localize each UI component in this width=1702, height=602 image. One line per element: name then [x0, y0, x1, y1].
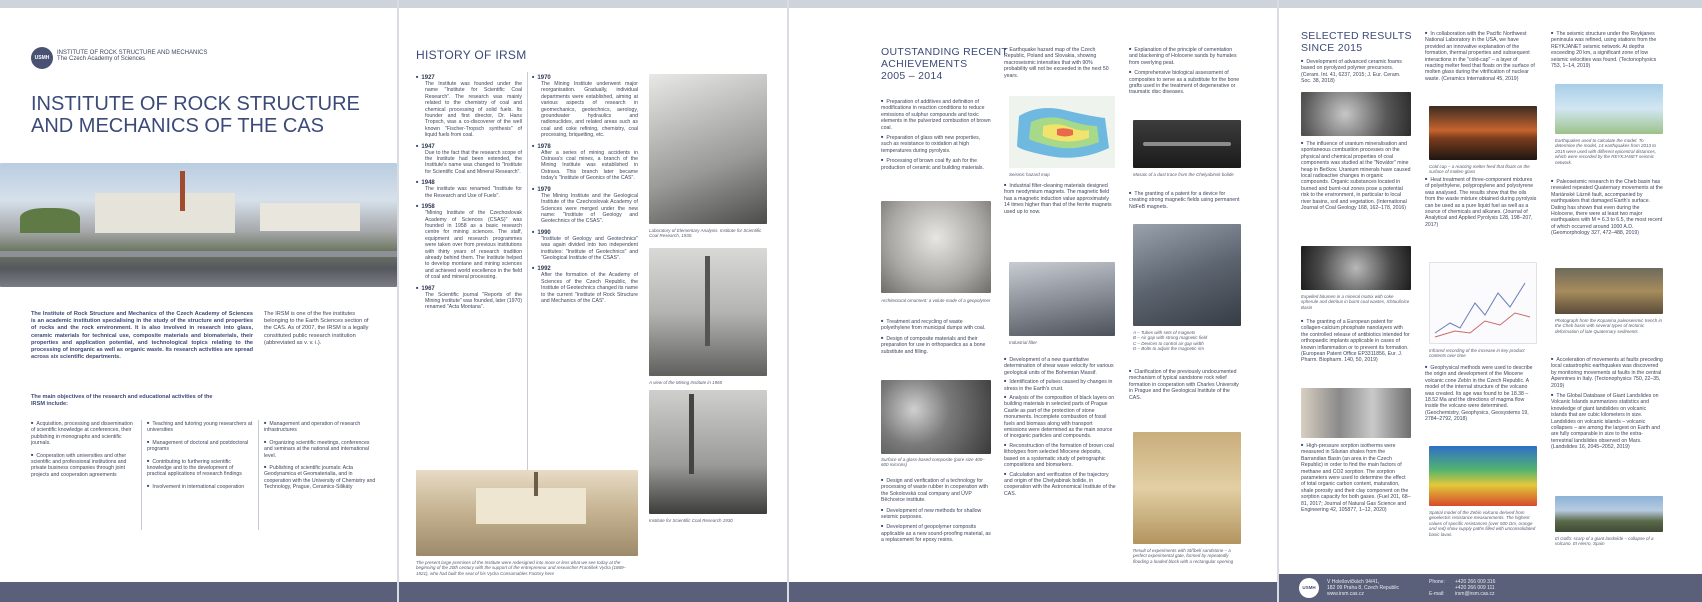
achievement-item: ■ Identification of pulses caused by changes in stress in the Earth's crust.	[1004, 378, 1116, 392]
mining-caption: A view of the Mining Institute in 1965	[649, 380, 723, 385]
institute-building-photo	[0, 163, 397, 287]
event-year: ■ 1992	[532, 265, 638, 272]
industrial-filter-photo	[1009, 262, 1115, 336]
title-line1: INSTITUTE OF ROCK STRUCTURE	[31, 93, 360, 115]
divider	[141, 420, 142, 530]
event-text: "Institute of Geology and Geotechnics" was again divided into two independent institutes: "Institute of Geotechnics" and "Geological Institute of the CSAS".	[541, 235, 638, 261]
dust-trace-photo	[1133, 120, 1241, 168]
result-item: ■ Acceleration of movements at faults preceding local catastrophic earthquakes was discovered by monitoring movements at faults in the central Apennines in Italy. (Tectonophysics 750, 22–35, 2019)	[1551, 356, 1663, 389]
el-golfo-caption: El Golfo: scarp of a giant landslide – collapse of a volcano. El Hierro, Spain	[1555, 536, 1654, 547]
top-bar	[789, 0, 1277, 8]
event-text: "Mining Institute of the Czechoslovak Academy of Sciences (CSAS)" was founded in 1958 as a basic research centre for mining sciences. The staff, equipment and research programmes were taken over from previous institutions with thirty years of research tradition already behind them. The Institute helped to develop montane and mining sciences and achieved world excellence in the field of coal and mineral processing.	[425, 210, 522, 281]
achievement-item: ■ Analysis of the composition of black layers on building materials in selected parts of Prague Castle as part of the protection of stone monuments. Incomplete combustion of fossil fuels and biomass along with transport emissions were determined as the main source of inorganic particles and compounds.	[1004, 394, 1116, 440]
top-bar	[399, 0, 787, 8]
achievements-col3	[1129, 46, 1241, 96]
seismic-map	[1009, 96, 1115, 168]
event-year: ■ 1948	[416, 179, 522, 186]
objective-item: ■ Teaching and tutoring young researchers at universities	[147, 420, 253, 434]
event-text: Due to the fact that the research scope of the Institute had been extended, the Institute's name was changed to "Institute for Scientific Coal and Mineral Research".	[425, 149, 522, 175]
results-col2-b	[1425, 176, 1537, 228]
trench-photo	[1555, 268, 1663, 314]
achievement-item: ■ Calculation and verification of the trajectory and origin of the Chelyabinsk bolide, in cooperation with the Astronomical Institute of the CAS.	[1004, 471, 1116, 498]
bottom-bar	[399, 582, 787, 602]
factory-photo	[416, 470, 638, 556]
event-text: After the formation of the Academy of Sciences of the Czech Republic, the Institute of Geotechnics changed its name to the current "Institute of Rock Structure and Mechanics of the CAS".	[541, 272, 638, 304]
lab-photo	[649, 74, 767, 224]
result-item: ■ Geophysical methods were used to describe the origin and development of the Miocene volcanic cone Zebín in the Czech Republic. A model of the internal structure of the volcano was created. Its age was found to be 18.38 – 18.52 Ma and the directions of magma flow inside the volcano were determined. (Geochemistry, Geophysics, Geosystems 19, 2784–2792, 2018)	[1425, 364, 1537, 423]
phone-number-2[interactable]: +420 266 009 111	[1455, 585, 1495, 591]
objective-item: ■ Involvement in international cooperation	[147, 483, 253, 490]
magnets-caption: A – Tubes with sets of magnets B – Air gap with strong magnetic field C – Devices to control air gap width D – Bolts to adjust the magnetic rim	[1133, 330, 1208, 352]
achievements-col1b	[881, 318, 991, 355]
address-line1: V Holešovičkách 94/41,	[1327, 579, 1380, 585]
bottom-bar	[789, 582, 1277, 602]
el-golfo-photo	[1555, 496, 1663, 532]
result-item: ■ In collaboration with the Pacific Northwest National Laboratory in the USA, we have provided an innovative explanation of the formation, thermal properties and subsequent interactions in the "cold-cap" – a layer of reacting melter feed that floats on the surface of molten glass during the vitrification of nuclear waste. (Ceramics International 45, 2019)	[1425, 30, 1537, 82]
achievement-item: ■ Development of a new quantitative determination of shear wave velocity for various geological units of the Bohemian Massif.	[1004, 356, 1116, 376]
objectives-col3	[264, 420, 376, 491]
achievement-item: ■ Treatment and recycling of waste polyethylene from municipal dumps with coal.	[881, 318, 991, 332]
irsm-note: The IRSM is one of the five institutes belonging to the Earth Sciences section of the CAS. As of 2007, the IRSM is a legally constituted public research institution (abbreviated as v. v. i.).	[264, 311, 369, 346]
title-line1: OUTSTANDING RECENT	[881, 46, 1009, 58]
top-bar	[1279, 0, 1702, 8]
result-item: ■ Paleoseismic research in the Cheb basin has revealed repeated Quaternary movements at the Mariánské Lázně fault, accompanied by earthquakes that damaged Earth's surface. Dating has shown that even during the Holocene, there were at least two major earthquakes with M = 6.3 to 6.5, the most recent of which occurred around 1000 A.D. (Geomorphology 327, 472–488, 2019)	[1551, 178, 1663, 237]
divider	[258, 420, 259, 530]
footer-address	[1327, 579, 1399, 597]
glass-composite-photo	[881, 380, 991, 454]
factory-caption: The present large premises of the Institute were redesigned into more or less what we see today at the beginning of the 20th century with the support of the entrepreneur and researcher František Vydra (1869–1921), who had built the seat of his Vydra Consumables Factory here	[416, 560, 627, 576]
results-col1	[1301, 58, 1411, 88]
achievements-col2b	[1004, 182, 1116, 215]
objectives-col2	[147, 420, 253, 490]
title-line2: ACHIEVEMENTS	[881, 58, 968, 70]
event-text: The Institute was founded under the name "Institute for Scientific Coal Research". The research was mainly related to the chemistry of coal and chemical processing of solid fuels. Its founder and first director, Dr. Hans Tropsch, was a co-discoverer of the well known "Fischer-Tropsch synthesis" of liquid fuels from coal.	[425, 81, 522, 139]
event-year: ■ 1947	[416, 143, 522, 150]
footer-bar	[1279, 574, 1702, 602]
result-item: ■ High-pressure sorption isotherms were measured in Silurian shales from the Barrandian Basin (an area in the Czech Republic) in order to find the main factors of methane and CO2 sorption. The sorption parameters were used to determine the effect of total organic carbon content, maturation, shale porosity and their clay component on the sorption capacity for both gases. (Fuel 201, 68–81, 2017; Journal of Natural Gas Science and Engineering 42, 105877, 1–12, 2020)	[1301, 442, 1411, 513]
achievement-item: ■ Comprehensive biological assessment of composites to serve as a substitute for the bone grafts used in the treatment of degenerative or traumatic disc diseases.	[1129, 69, 1241, 96]
footer-contact	[1429, 579, 1495, 597]
divider	[527, 72, 528, 472]
history-col-right	[532, 70, 638, 304]
objective-item: ■ Publishing of scientific journals: Acta Geodynamica et Geomaterialia, and in cooperation with the University of Chemistry and Technology, Prague, Ceramics-Silikáty	[264, 464, 376, 491]
title-line3: 2005 – 2014	[881, 70, 943, 82]
coal-research-photo	[649, 390, 767, 514]
achievement-item: ■ Reconstruction of the formation of brown coal lithotypes from selected Miocene deposits, based on a systematic study of petrographic compositions and biomarkers.	[1004, 442, 1116, 469]
result-item: ■ Heat treatment of three-component mixtures of polyethylene, polypropylene and polystyrene was analysed. The results show that the oils from the waste mixture obtained during pyrolysis can be used as a pure liquid fuel as well as a source of chemicals and alkanes. (Journal of Analytical and Applied Pyrolysis 128, 198–207, 2017)	[1425, 176, 1537, 228]
quakes-map	[1555, 84, 1663, 134]
ornament-caption: Architectural ornament: a volute made of a geopolymer	[881, 298, 991, 303]
glass-caption: Surface of a glass-based composite (pore size 400–600 microns)	[881, 457, 985, 468]
achievement-item: ■ Industrial filter-cleaning materials designed from neodymium magnets. The magnetic field has a magnetic induction value approximately 14 times higher than that of the ferrite magnets used up to now.	[1004, 182, 1116, 215]
event-1970	[532, 74, 638, 139]
achievement-item: ■ Preparation of glass with new properties, such as resistance to oxidation at high temperatures during pyrolysis.	[881, 134, 991, 154]
results-col3-c	[1551, 356, 1663, 451]
phone-label: Phone:	[1429, 579, 1445, 585]
achievement-item: ■ Development of geopolymer composits applicable as a new sound-proofing material, as a replacement for epoxy resins.	[881, 523, 991, 543]
result-item: ■ The seismic structure under the Reykjanes peninsula was refined, using stations from the REYKJANET seismic network. At depths exceeding 20 km, a significant zone of low seismic velocities was found. (Tectonophysics 753, 1–14, 2019)	[1551, 30, 1663, 69]
results-col1-b	[1301, 318, 1411, 364]
achievement-item: ■ The granting of a patent for a device for creating strong magnetic fields using permanent NdFeB magnets.	[1129, 190, 1241, 210]
mining-institute-photo	[649, 248, 767, 376]
objective-item: ■ Management of doctoral and postdoctoral programs	[147, 439, 253, 453]
bottom-bar	[0, 582, 397, 602]
intro-text: The Institute of Rock Structure and Mechanics of the Czech Academy of Sciences is an academic institution specialising in the study of the structure and properties of rocks and the rock environment. It is also involved in research into glass, ceramic materials for technical use, composite materials and biomaterials, their properties and application potential, and technological topics relating to the processing of inorganic as well as organic waste. Its research activities are spread across six scientific departments.	[31, 311, 253, 361]
results-col2	[1425, 30, 1537, 82]
achievements-col2c	[1004, 356, 1116, 497]
event-year: ■ 1979	[532, 186, 638, 193]
quakes-caption: Earthquakes used to calculate the model. To determine the model, 14 earthquakes from 2013 to 2015 were used with different epicentral distances, which were recorded by the REYKJANET seismic network.	[1555, 138, 1657, 165]
event-1947	[416, 143, 522, 176]
objective-item: ■ Management and operation of research infrastructures	[264, 420, 376, 434]
panel-achievements	[789, 0, 1277, 602]
email-label: E-mail:	[1429, 591, 1445, 597]
event-1992	[532, 265, 638, 304]
event-year: ■ 1927	[416, 74, 522, 81]
achievements-col1c	[881, 477, 991, 544]
result-item: ■ The influence of uranium mineralisation and spontaneous combustion processes on the physical and chemical properties of coal components was studied at the "Novátor" mine heap in Bečkov. Uranium minerals have caused local radioactive changes in organic compounds. Organic substances located in burned and burnt-out zones pose a potential risk to the environment, in particular to local river basins, soil and vegetation. (International Journal of Coal Geology 168, 162–178, 2016)	[1301, 140, 1411, 211]
achievement-item: ■ Design and verification of a technology for processing of waste rubber in cooperation with the Sokolovská coal company and ÚVP Běchovice institute.	[881, 477, 991, 504]
title-line2: SINCE 2015	[1301, 42, 1363, 54]
event-1958	[416, 203, 522, 280]
ir-caption: Infrared recording of the increase in key product contents over time	[1429, 348, 1525, 359]
logo-circle: USMH	[31, 47, 53, 69]
objective-item: ■ Acquisition, processing and dissemination of scientific knowledge at conferences, their publishing in monographs and scientific journals.	[31, 420, 137, 447]
title-line1: SELECTED RESULTS	[1301, 30, 1412, 42]
bitumen-caption: Expelled bitumen in a mineral matrix with coke spherule and detritus in burnt coal wastes, Ichtoušnice Basin	[1301, 294, 1410, 310]
achievements-col2	[1004, 46, 1116, 79]
results-col1-c	[1301, 442, 1411, 513]
panel-results	[1279, 0, 1702, 602]
event-text: After a series of mining accidents in Ostrava's coal mines, a branch of the Mining Institute was established in Ostrava. This branch later became today's "Institute of Geonics of the CAS".	[541, 149, 638, 182]
achievement-item: ■ Earthquake hazard map of the Czech Republic, Poland and Slovakia, showing macroseismic intensities that with 90% probability will not be exceeded in the next 50 years.	[1004, 46, 1116, 79]
achievements-title	[881, 46, 1008, 82]
title-line2: AND MECHANICS OF THE CAS	[31, 115, 324, 137]
event-year: ■ 1967	[416, 285, 522, 292]
achievements-col3b	[1129, 190, 1241, 210]
bitumen-photo	[1301, 246, 1411, 290]
panel-history	[399, 0, 787, 602]
event-text: The Scientific journal "Reports of the Mining Institute" was founded, later (1970) renamed "Acta Montana".	[425, 291, 522, 311]
event-text: The Mining Institute and the Geological Institute of the Czechoslovak Academy of Sciences were merged under the new name: "Institute of Geology and Geotechnics of the CSAS".	[541, 192, 638, 225]
ornament-photo	[881, 201, 991, 293]
achievement-item: ■ Design of composite materials and their preparation for use in orthopaedics as a bone substitute and filling.	[881, 335, 991, 355]
result-item: ■ The granting of a European patent for collagen-calcium phosphate nanolayers with the controlled release of antibiotics intended for orthopaedic implants applicable in cases of known inflammation or to prevent its formation. (European Patent Office EP3311856, Eur. J. Pharm. Biopharm. 140, 50, 2019)	[1301, 318, 1411, 364]
event-year: ■ 1958	[416, 203, 522, 210]
ir-recording-chart	[1429, 262, 1537, 344]
objective-item: ■ Organizing scientific meetings, conferences and seminars at the national and international level.	[264, 439, 376, 459]
sandstone-photo	[1133, 432, 1241, 544]
org-name	[57, 50, 207, 63]
result-item: ■ The Global Database of Giant Landslides on Volcanic Islands summarizes statistics and knowledge of giant landslides on volcanic islands that are cubic kilometers in size. Landslides on volcanic islands – volcanic collapses – are among the largest on Earth and are fully comparable in size to the extra-terrestrial landslides observed on Mars. (Landslides 16, 2045–2052, 2019)	[1551, 392, 1663, 451]
trench-caption: Photograph from the Kopanina paleoseismic trench in the Cheb basin with several types of tectonic deformation of late Quaternary sediments	[1555, 318, 1663, 334]
event-1979	[532, 186, 638, 225]
ceramic-foam-photo	[1301, 92, 1411, 136]
page-title	[31, 93, 360, 137]
achievements-col1	[881, 98, 991, 171]
event-1990	[532, 229, 638, 262]
objective-item: ■ Cooperation with universities and other scientific and professional institutions and private business companies through joint projects and cooperation agreements	[31, 452, 137, 479]
event-1927	[416, 74, 522, 139]
event-year: ■ 1990	[532, 229, 638, 236]
panel-intro	[0, 0, 397, 602]
email-row	[1429, 591, 1495, 597]
objectives-col1	[31, 420, 137, 478]
address-line2: 182 09 Praha 8, Czech Republic	[1327, 585, 1399, 591]
cold-cap-caption: Cold cap – a reacting melter feed that floats on the surface of molten glass	[1429, 164, 1530, 175]
results-col1-a	[1301, 140, 1411, 211]
sandstone-caption: Result of experiments with Stříbelí sandstone – a perfect experimental gate, formed by repeatedly flooding a loaded block with a rectangular opening	[1133, 548, 1234, 564]
email-link[interactable]: irsm@irsm.cas.cz	[1455, 591, 1495, 597]
achievement-item: ■ Preparation of additives and definition of modifications in reaction conditions to reduce emissions of sulphur compounds and toxic elements in the pulverized combustion of brown coal.	[881, 98, 991, 131]
achievements-col3c	[1129, 368, 1241, 401]
seismic-map-graphic	[1009, 96, 1115, 168]
results-col2-c	[1425, 364, 1537, 423]
achievement-item: ■ Development of new methods for shallow seismic purposes.	[881, 507, 991, 521]
coal-research-caption: Institute for Scientific Coal Research 1930	[649, 518, 733, 523]
event-text: The Mining Institute underwent major reorganisation. Gradually, individual departments were established, aiming at various aspects of research in geomechanics, geotechnics, aerology, groundwater hydraulics and radionuclides, and related areas such as coal and coke refining, chemistry, coal processing, briquetting, etc.	[541, 81, 638, 139]
event-1967	[416, 285, 522, 311]
results-col3-b	[1551, 178, 1663, 237]
zebin-model	[1429, 446, 1537, 506]
magnets-photo	[1133, 224, 1241, 326]
achievement-item: ■ Clarification of the previously undocumented mechanism of typical sandstone rock relief formation in cooperation with Charles University in Prague and the Geological Institute of the CAS.	[1129, 368, 1241, 401]
event-year: ■ 1970	[532, 74, 638, 81]
footer-logo: USMH	[1299, 578, 1319, 598]
event-year: ■ 1978	[532, 143, 638, 150]
phone-number-1[interactable]: +420 266 009 316	[1455, 579, 1496, 585]
history-title: HISTORY OF IRSM	[416, 48, 527, 62]
org-name-line2: The Czech Academy of Sciences	[57, 56, 146, 63]
event-1978	[532, 143, 638, 182]
dust-caption: Mosaic of a dust trace from the Chelyabinsk bolide	[1133, 172, 1234, 177]
event-1948	[416, 179, 522, 199]
lab-caption: Laboratory of Elementary Analysis. Institute for Scientific Coal Research, 1930.	[649, 228, 762, 239]
cold-cap-photo	[1429, 106, 1537, 160]
ir-recording-graphic	[1430, 263, 1536, 343]
results-title	[1301, 30, 1412, 54]
objectives-title: The main objectives of the research and educational activities of the IRSM include:	[31, 394, 213, 408]
top-bar	[0, 0, 397, 8]
achievement-item: ■ Processing of brown coal fly ash for the production of ceramic and building materials.	[881, 157, 991, 171]
org-name-line1: INSTITUTE OF ROCK STRUCTURE AND MECHANICS	[57, 50, 208, 56]
website-link[interactable]: www.irsm.cas.cz	[1327, 591, 1364, 597]
event-text: The institute was renamed "Institute for the Research and Use of Fuels".	[425, 186, 522, 199]
filter-caption: Industrial filter	[1009, 340, 1038, 345]
nanolayers-photo	[1301, 388, 1411, 438]
zebin-caption: Spatial model of the Zebín volcano derived from geoelectric resistance measurements. The highest values of specific resistances (over 500 Ωm, orange and red) show supply paths filled with unconsolidated basic lavas.	[1429, 510, 1536, 537]
results-col3	[1551, 30, 1663, 69]
seismic-caption: Seismic hazard map	[1009, 172, 1050, 177]
achievement-item: ■ Explanation of the principle of cementation and blackening of Holocene sands by humates from overlying peat.	[1129, 46, 1241, 66]
result-item: ■ Development of advanced ceramic foams based on pyrolyzed polymer precursors. (Ceram. Int. 41, 6237, 2015; J. Eur. Ceram. Soc. 38, 2018)	[1301, 58, 1411, 85]
history-col-left	[416, 70, 522, 311]
objective-item: ■ Contributing to furthering scientific knowledge and to the development of practical applications of research findings	[147, 458, 253, 478]
